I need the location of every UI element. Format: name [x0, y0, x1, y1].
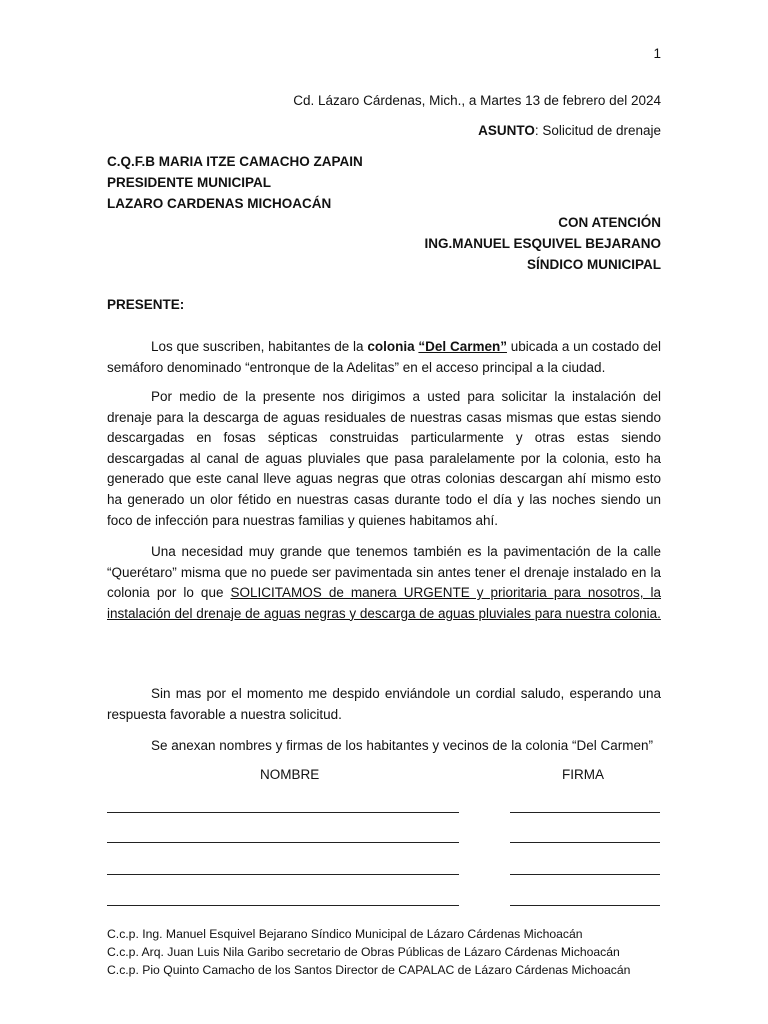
recipient-title: PRESIDENTE MUNICIPAL — [107, 175, 272, 190]
page-number: 1 — [653, 46, 661, 61]
name-column-header: NOMBRE — [260, 767, 320, 782]
name-line — [107, 905, 459, 906]
place-date: Cd. Lázaro Cárdenas, Mich., a Martes 13 de febrero del 2024 — [293, 93, 661, 108]
recipient-location: LAZARO CARDENAS MICHOACÁN — [107, 196, 332, 211]
attention-title: SÍNDICO MUNICIPAL — [527, 257, 661, 272]
paragraph-annex — [107, 736, 661, 757]
signature-line — [510, 905, 660, 906]
name-line — [107, 874, 459, 875]
attention-name: ING.MANUEL ESQUIVEL BEJARANO — [424, 236, 661, 251]
recipient-name: C.Q.F.B MARIA ITZE CAMACHO ZAPAIN — [107, 154, 363, 169]
p5-text: Se anexan nombres y firmas de los habitantes y vecinos de la colonia “Del Carmen” — [151, 738, 653, 753]
signature-column-header: FIRMA — [562, 767, 604, 782]
p1-colonia-name: “Del Carmen” — [418, 339, 507, 354]
ccp-line-1: C.c.p. Ing. Manuel Esquivel Bejarano Síndico Municipal de Lázaro Cárdenas Michoacán — [107, 927, 583, 941]
name-line — [107, 842, 459, 843]
subject-text: : Solicitud de drenaje — [534, 123, 661, 138]
greeting: PRESENTE: — [107, 297, 185, 312]
signature-line — [510, 812, 660, 813]
p1-text-b: ubicada a un costado del semáforo denominado “entronque de la Adelitas” en el acceso principal a la ciudad. — [107, 339, 661, 375]
name-line — [107, 812, 459, 813]
signature-line — [510, 874, 660, 875]
paragraph-request — [107, 387, 661, 531]
p3-text: Una necesidad muy grande que tenemos también es la pavimentación de la calle “Querétaro” misma que no puede ser pavimentada sin antes tener el drenaje instalado en la colonia por lo que — [107, 544, 661, 601]
attention-label: CON ATENCIÓN — [558, 215, 661, 230]
paragraph-paving — [107, 542, 661, 624]
p1-text-a: Los que suscriben, habitantes de la — [151, 339, 368, 354]
subject-label: ASUNTO — [478, 123, 535, 138]
p2-text: Por medio de la presente nos dirigimos a usted para solicitar la instalación del drenaje para la descarga de aguas residuales de nuestras casas mismas que estas siendo descargadas en fosas sépticas construidas particularmente y otras estas siendo descargadas al canal de aguas pluviales que pasa paralelamente por la colonia, esto ha generado que este canal lleve aguas negras que otras colonias descargan ahí mismo esto ha generado un olor fétido en nuestras casas durante todo el día y las noches siendo un foco de infección para nuestras familias y quienes habitamos ahí. — [107, 389, 661, 528]
p1-colonia: colonia — [367, 339, 415, 354]
subject-line — [478, 123, 661, 138]
paragraph-closing — [107, 684, 661, 725]
paragraph-location — [107, 337, 661, 378]
p3-urgent-request: SOLICITAMOS de manera URGENTE y prioritaria para nosotros, la instalación del drenaje de aguas negras y descarga de aguas pluviales para nuestra colonia. — [107, 585, 662, 621]
signature-line — [510, 842, 660, 843]
ccp-line-2: C.c.p. Arq. Juan Luis Nila Garibo secretario de Obras Públicas de Lázaro Cárdenas Michoacán — [107, 945, 620, 959]
ccp-line-3: C.c.p. Pio Quinto Camacho de los Santos Director de CAPALAC de Lázaro Cárdenas Michoacán — [107, 963, 631, 977]
p4-text: Sin mas por el momento me despido enviándole un cordial saludo, esperando una respuesta favorable a nuestra solicitud. — [107, 686, 661, 722]
